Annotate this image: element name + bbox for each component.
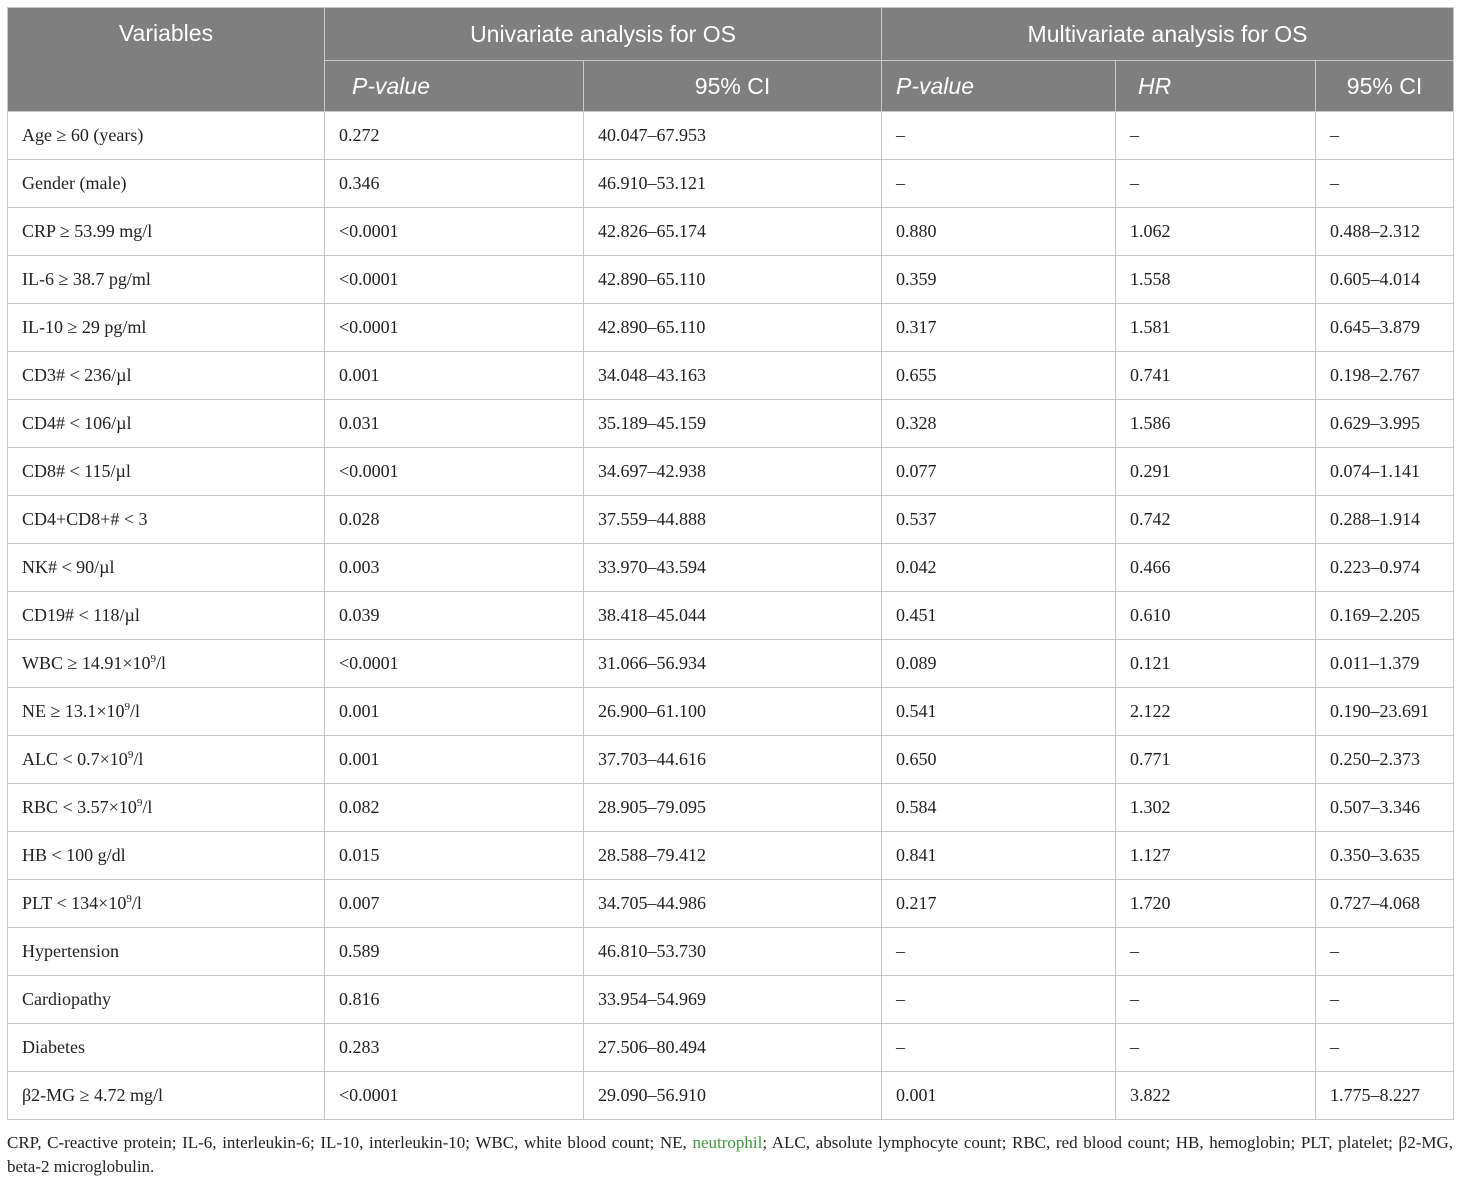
multi-p-value-cell: 0.359 [882, 256, 1116, 304]
variable-cell [8, 400, 325, 448]
hr-cell: 1.062 [1116, 208, 1316, 256]
uni-p-value-cell: <0.0001 [325, 208, 584, 256]
uni-p-value-cell: 0.082 [325, 784, 584, 832]
uni-ci-cell: 33.970–43.594 [584, 544, 882, 592]
uni-p-value-cell: 0.015 [325, 832, 584, 880]
uni-ci-cell: 34.048–43.163 [584, 352, 882, 400]
multi-p-value-cell: 0.042 [882, 544, 1116, 592]
variable-label: CD3# < 236/µl [22, 365, 132, 385]
hr-cell: – [1116, 112, 1316, 160]
variable-label: NK# < 90/µl [22, 557, 115, 577]
hr-cell: 0.741 [1116, 352, 1316, 400]
table-row [8, 352, 1454, 400]
variable-cell [8, 928, 325, 976]
multi-p-value-cell: 0.655 [882, 352, 1116, 400]
table-row [8, 400, 1454, 448]
variable-label: Age ≥ 60 (years) [22, 125, 144, 145]
multi-ci-cell: 0.250–2.373 [1316, 736, 1454, 784]
header-hr: HR [1116, 61, 1316, 112]
footnote-link-neutrophil[interactable]: neutrophil [692, 1133, 763, 1152]
table-row [8, 688, 1454, 736]
table-row [8, 592, 1454, 640]
header-uni-ci: 95% CI [584, 61, 882, 112]
table-row [8, 736, 1454, 784]
uni-ci-cell: 37.559–44.888 [584, 496, 882, 544]
table-row [8, 256, 1454, 304]
variable-label: HB < 100 g/dl [22, 845, 126, 865]
uni-p-value-cell: 0.007 [325, 880, 584, 928]
header-multi-ci: 95% CI [1316, 61, 1454, 112]
uni-ci-cell: 35.189–45.159 [584, 400, 882, 448]
uni-p-value-cell: 0.346 [325, 160, 584, 208]
header-uni-p-value: P-value [325, 61, 584, 112]
uni-ci-cell: 40.047–67.953 [584, 112, 882, 160]
table-row [8, 304, 1454, 352]
hr-cell: 1.558 [1116, 256, 1316, 304]
uni-p-value-cell: 0.816 [325, 976, 584, 1024]
table-row [8, 832, 1454, 880]
variable-cell [8, 496, 325, 544]
survival-analysis-table [7, 7, 1454, 1120]
multi-ci-cell: 0.198–2.767 [1316, 352, 1454, 400]
uni-ci-cell: 34.705–44.986 [584, 880, 882, 928]
uni-p-value-cell: <0.0001 [325, 304, 584, 352]
multi-p-value-cell: 0.584 [882, 784, 1116, 832]
multi-ci-cell: 0.629–3.995 [1316, 400, 1454, 448]
footnote-text-start: CRP, C-reactive protein; IL-6, interleukin-6; IL-10, interleukin-10; WBC, white blood count; NE, [7, 1133, 693, 1152]
variable-cell [8, 256, 325, 304]
variable-unit: /l [131, 893, 142, 913]
multi-p-value-cell: – [882, 112, 1116, 160]
variable-cell [8, 832, 325, 880]
table-footnote [7, 1131, 1453, 1179]
multi-ci-cell: 0.507–3.346 [1316, 784, 1454, 832]
uni-ci-cell: 42.890–65.110 [584, 256, 882, 304]
variable-label: CD19# < 118/µl [22, 605, 140, 625]
multi-ci-cell: 0.350–3.635 [1316, 832, 1454, 880]
multi-ci-cell: 0.223–0.974 [1316, 544, 1454, 592]
variable-label: RBC < 3.57×10 [22, 797, 137, 817]
uni-ci-cell: 46.810–53.730 [584, 928, 882, 976]
variable-cell [8, 688, 325, 736]
variable-cell [8, 640, 325, 688]
variable-label: NE ≥ 13.1×10 [22, 701, 125, 721]
variable-label: Diabetes [22, 1037, 85, 1057]
variable-cell [8, 208, 325, 256]
hr-cell: 0.291 [1116, 448, 1316, 496]
uni-p-value-cell: 0.039 [325, 592, 584, 640]
variable-label: CD8# < 115/µl [22, 461, 131, 481]
multi-ci-cell: 0.169–2.205 [1316, 592, 1454, 640]
multi-p-value-cell: 0.841 [882, 832, 1116, 880]
variable-label: Gender (male) [22, 173, 127, 193]
hr-cell: 1.586 [1116, 400, 1316, 448]
variable-label: IL-10 ≥ 29 pg/ml [22, 317, 147, 337]
uni-ci-cell: 28.905–79.095 [584, 784, 882, 832]
variable-cell [8, 1024, 325, 1072]
uni-p-value-cell: 0.001 [325, 352, 584, 400]
multi-p-value-cell: – [882, 928, 1116, 976]
variable-exponent: 9 [124, 701, 131, 713]
variable-exponent: 9 [126, 893, 132, 905]
hr-cell: 2.122 [1116, 688, 1316, 736]
multi-p-value-cell: 0.089 [882, 640, 1116, 688]
table-row [8, 928, 1454, 976]
hr-cell: 3.822 [1116, 1072, 1316, 1120]
multi-p-value-cell: – [882, 1024, 1116, 1072]
variable-cell [8, 1072, 325, 1120]
hr-cell: – [1116, 928, 1316, 976]
uni-p-value-cell: 0.589 [325, 928, 584, 976]
table-row [8, 112, 1454, 160]
table-row [8, 1024, 1454, 1072]
hr-cell: 0.742 [1116, 496, 1316, 544]
multi-p-value-cell: 0.650 [882, 736, 1116, 784]
table-header [8, 8, 1454, 112]
multi-p-value-cell: 0.217 [882, 880, 1116, 928]
multi-p-value-cell: 0.541 [882, 688, 1116, 736]
variable-cell [8, 352, 325, 400]
uni-ci-cell: 27.506–80.494 [584, 1024, 882, 1072]
uni-ci-cell: 42.890–65.110 [584, 304, 882, 352]
uni-p-value-cell: <0.0001 [325, 448, 584, 496]
multi-p-value-cell: 0.537 [882, 496, 1116, 544]
uni-p-value-cell: 0.031 [325, 400, 584, 448]
header-multivariate: Multivariate analysis for OS [882, 8, 1454, 61]
multi-ci-cell: 0.011–1.379 [1316, 640, 1454, 688]
uni-ci-cell: 42.826–65.174 [584, 208, 882, 256]
multi-ci-cell: 0.727–4.068 [1316, 880, 1454, 928]
multi-ci-cell: 0.190–23.691 [1316, 688, 1454, 736]
multi-p-value-cell: 0.880 [882, 208, 1116, 256]
multi-ci-cell: – [1316, 112, 1454, 160]
uni-p-value-cell: 0.001 [325, 736, 584, 784]
variable-unit: /l [142, 797, 153, 817]
multi-p-value-cell: 0.317 [882, 304, 1116, 352]
multi-ci-cell: – [1316, 1024, 1454, 1072]
hr-cell: 1.720 [1116, 880, 1316, 928]
variable-cell [8, 880, 325, 928]
variable-label: ALC < 0.7×10 [22, 749, 128, 769]
hr-cell: 1.127 [1116, 832, 1316, 880]
multi-ci-cell: 0.605–4.014 [1316, 256, 1454, 304]
uni-p-value-cell: 0.272 [325, 112, 584, 160]
uni-ci-cell: 34.697–42.938 [584, 448, 882, 496]
multi-ci-cell: – [1316, 160, 1454, 208]
footnote-text-end: ; ALC, absolute lymphocyte count; RBC, red blood count; HB, hemoglobin; PLT, platelet; β2-MG, beta-2 microglobulin. [7, 1133, 1453, 1176]
multi-ci-cell: – [1316, 928, 1454, 976]
variable-label: β2-MG ≥ 4.72 mg/l [22, 1085, 164, 1105]
multi-p-value-cell: – [882, 160, 1116, 208]
header-multi-p-value: P-value [882, 61, 1116, 112]
multi-p-value-cell: 0.077 [882, 448, 1116, 496]
variable-label: IL-6 ≥ 38.7 pg/ml [22, 269, 151, 289]
multi-ci-cell: 0.288–1.914 [1316, 496, 1454, 544]
header-variables: Variables [8, 8, 325, 112]
uni-ci-cell: 31.066–56.934 [584, 640, 882, 688]
variable-cell [8, 304, 325, 352]
variable-label: PLT < 134×10 [22, 893, 127, 913]
uni-p-value-cell: 0.003 [325, 544, 584, 592]
multi-ci-cell: 0.488–2.312 [1316, 208, 1454, 256]
uni-p-value-cell: <0.0001 [325, 640, 584, 688]
variable-cell [8, 448, 325, 496]
table-row [8, 208, 1454, 256]
uni-ci-cell: 37.703–44.616 [584, 736, 882, 784]
table-row [8, 160, 1454, 208]
hr-cell: – [1116, 160, 1316, 208]
variable-cell [8, 736, 325, 784]
table-row [8, 976, 1454, 1024]
variable-cell [8, 112, 325, 160]
uni-ci-cell: 26.900–61.100 [584, 688, 882, 736]
variable-unit: /l [156, 653, 167, 673]
multi-p-value-cell: – [882, 976, 1116, 1024]
hr-cell: 0.121 [1116, 640, 1316, 688]
variable-label: CRP ≥ 53.99 mg/l [22, 221, 153, 241]
variable-exponent: 9 [150, 653, 157, 665]
variable-label: CD4# < 106/µl [22, 413, 132, 433]
table-row [8, 640, 1454, 688]
variable-unit: /l [133, 749, 144, 769]
multi-ci-cell: 0.074–1.141 [1316, 448, 1454, 496]
multi-ci-cell: – [1316, 976, 1454, 1024]
uni-ci-cell: 38.418–45.044 [584, 592, 882, 640]
multi-ci-cell: 1.775–8.227 [1316, 1072, 1454, 1120]
variable-cell [8, 592, 325, 640]
variable-cell [8, 160, 325, 208]
multi-p-value-cell: 0.328 [882, 400, 1116, 448]
variable-cell [8, 976, 325, 1024]
header-univariate: Univariate analysis for OS [325, 8, 882, 61]
uni-ci-cell: 33.954–54.969 [584, 976, 882, 1024]
variable-label: CD4+CD8+# < 3 [22, 509, 148, 529]
hr-cell: 0.466 [1116, 544, 1316, 592]
uni-p-value-cell: 0.283 [325, 1024, 584, 1072]
table-row [8, 784, 1454, 832]
hr-cell: – [1116, 976, 1316, 1024]
multi-p-value-cell: 0.001 [882, 1072, 1116, 1120]
variable-unit: /l [130, 701, 141, 721]
table-body [8, 112, 1454, 1120]
variable-exponent: 9 [136, 797, 143, 809]
table-container [7, 7, 1453, 1120]
variable-exponent: 9 [127, 749, 134, 761]
uni-ci-cell: 29.090–56.910 [584, 1072, 882, 1120]
uni-p-value-cell: 0.028 [325, 496, 584, 544]
hr-cell: 1.581 [1116, 304, 1316, 352]
variable-label: WBC ≥ 14.91×10 [22, 653, 151, 673]
table-row [8, 544, 1454, 592]
hr-cell: – [1116, 1024, 1316, 1072]
hr-cell: 0.610 [1116, 592, 1316, 640]
uni-p-value-cell: 0.001 [325, 688, 584, 736]
variable-label: Hypertension [22, 941, 119, 961]
uni-p-value-cell: <0.0001 [325, 256, 584, 304]
table-row [8, 1072, 1454, 1120]
table-row [8, 448, 1454, 496]
variable-label: Cardiopathy [22, 989, 111, 1009]
hr-cell: 0.771 [1116, 736, 1316, 784]
multi-ci-cell: 0.645–3.879 [1316, 304, 1454, 352]
multi-p-value-cell: 0.451 [882, 592, 1116, 640]
variable-cell [8, 544, 325, 592]
hr-cell: 1.302 [1116, 784, 1316, 832]
uni-ci-cell: 28.588–79.412 [584, 832, 882, 880]
table-row [8, 496, 1454, 544]
table-row [8, 880, 1454, 928]
variable-cell [8, 784, 325, 832]
uni-ci-cell: 46.910–53.121 [584, 160, 882, 208]
uni-p-value-cell: <0.0001 [325, 1072, 584, 1120]
